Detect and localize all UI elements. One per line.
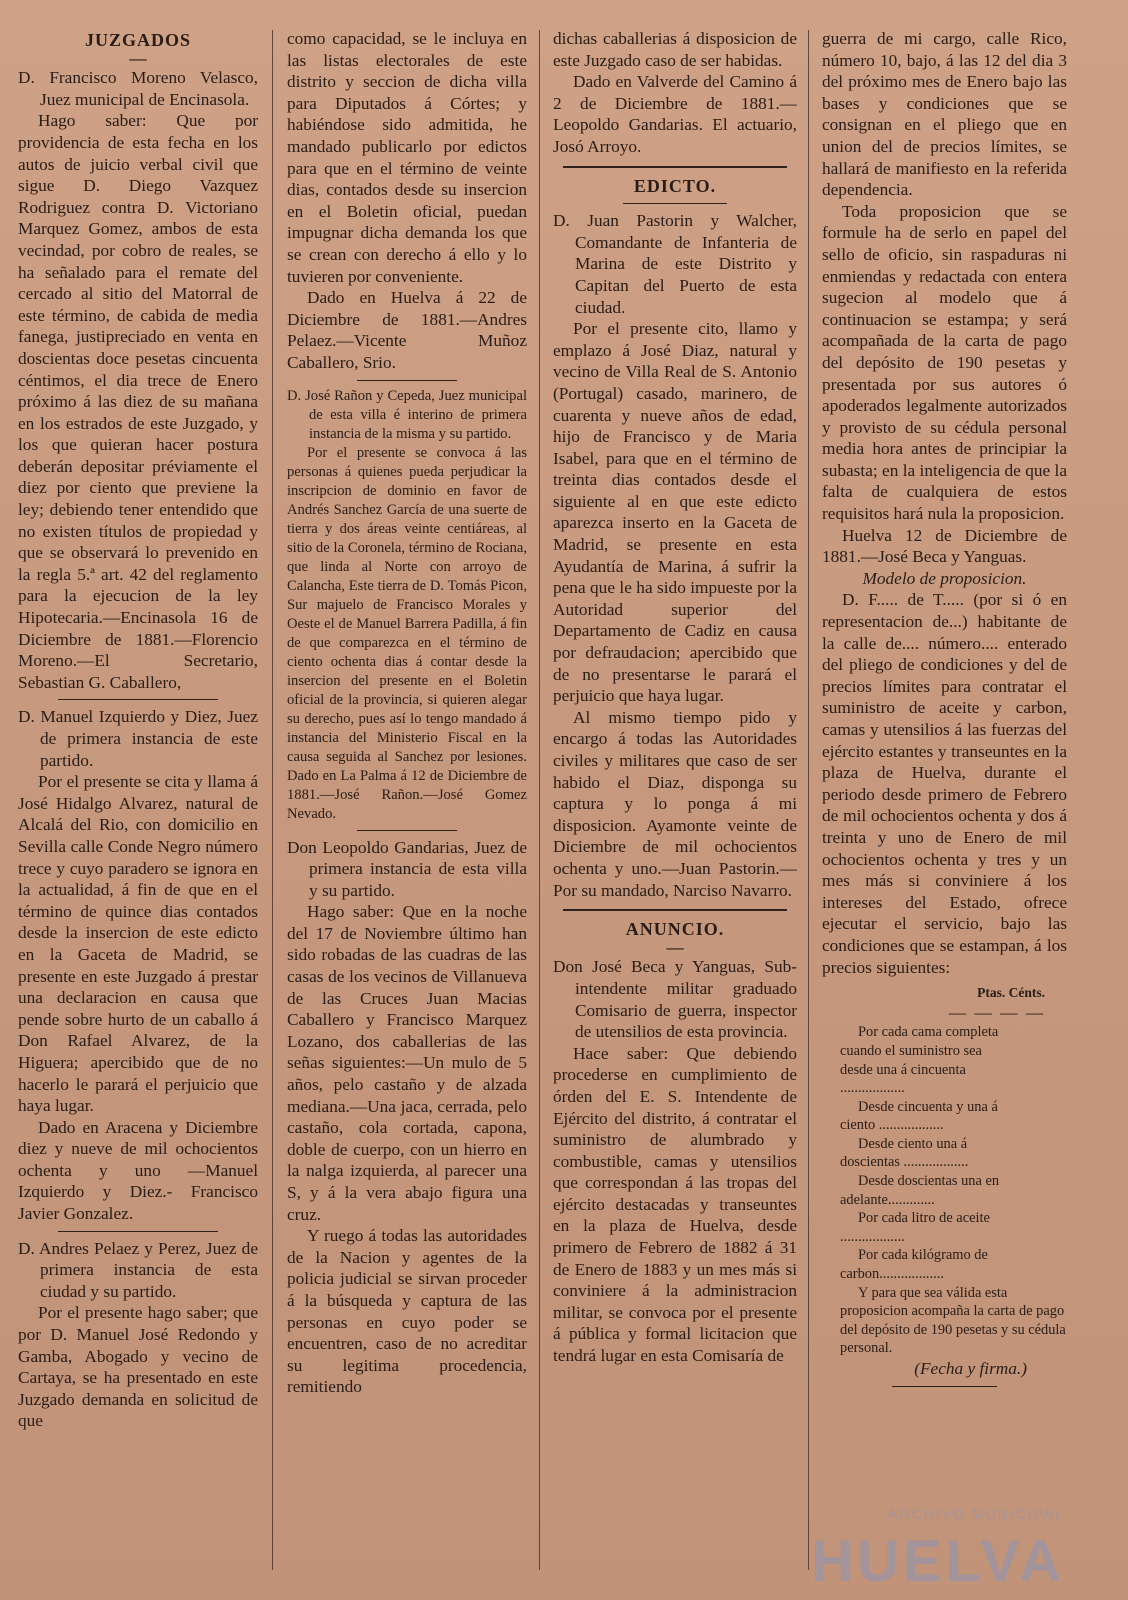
archive-watermark [745, 1500, 1075, 1595]
price-item: Desde doscientas una en adelante............. [840, 1173, 1000, 1208]
edict-intro: D. Manuel Izquierdo y Diez, Juez de primera instancia de este partido. [18, 707, 258, 770]
separator [357, 380, 457, 381]
edict-body: Al mismo tiempo pido y encargo á todas las Autoridades civiles y militares que caso de ser habido el Diaz, disponga su captura y lo ponga á mi disposicion. Ayamonte veinte de Diciembre de mil ochocientos ochenta y uno.—Juan Pastorin.—Por su mandado, Narciso Navarro. [553, 707, 797, 900]
heading-dash: — [666, 937, 684, 957]
watermark-label: ARCHIVO MUNICIPAL [888, 1506, 1065, 1522]
edict-body: Hace saber: Que debiendo procederse en cumplimiento de órden del E. S. Intendente de Ejército del distrito, á contratar el suministro de alumbrado y combustible, camas y utensilios que correspondan á las tropas del ejército destacadas y transeuntes en la plaza de Huelva, desde primero de Febrero de 1882 á 31 de Enero de 1883 y un mes más si conviniere á la administracion militar, se convoca por el presente á pública y formal licitacion que tendrá lugar en esta Comisaría de [553, 1043, 797, 1366]
edict-body: Hago saber: Que por providencia de esta fecha en los autos de juicio verbal civil que sigue D. Diego Vazquez Rodriguez contra D. Victoriano Marquez Gomez, ambos de esta vecindad, por cobro de reales, se ha señalado para el remate del cercado al sitio del Matorral de este término, de cabida de media fanega, justipreciado en venta en doscientas doce pesetas cincuenta céntimos, el dia trece de Enero próximo á las diez de su mañana en los estrados de este Juzgado, y los que quieran hacer postura deberán depositar préviamente el diez por ciento que previene la ley; debiendo tener entendido que no existen títulos de propiedad y que se observará lo prevenido en la regla 5.ª art. 42 del reglamento para la ejecucion de la ley Hipotecaria.—Encinasola 16 de Diciembre de 1881.—Florencio Moreno.—El Secretario, Sebastian G. Caballero, [18, 111, 258, 692]
closing-note: Y para que sea válida esta proposicion acompaña la carta de pago del depósito de 190 pesetas y su cédula personal. [840, 1284, 1066, 1357]
separator [357, 830, 457, 831]
column-2 [287, 28, 527, 1593]
model-body: D. F..... de T..... (por si ó en representacion de...) habitante de la calle de.... número.... enterado del pliego de condiciones y del de precios límites para contratar el suministro de aceite y carbon, camas y utensilios á las fuerzas del ejército estantes y transeuntes en la plaza de Huelva, durante el periodo desde primero de Febrero de mil ochocientos ochenta y dos á treinta y uno de Enero de mil ochocientos ochenta y tres y un mes más si conviniere á los intereses del Estado, ofrece ejecutar el servicio, bajo las condiciones que se estampan, á los precios siguientes: [822, 590, 1067, 977]
edicto-heading: EDICTO. [633, 175, 717, 196]
anuncio-heading: ANUNCIO. [625, 919, 725, 940]
column-1 [18, 28, 258, 1593]
edict-body: Por el presente se convoca á las personas á quienes pueda perjudicar la inscripcion de dominio en favor de Andrés Sanchez García de una suerte de tierra y dos áreas veinte centiáreas, al sitio de la Coronela, término de Rociana, que linda al Norte con arroyo de Calancha, Este tierra de D. Tomás Picon, Sur majuelo de Francisco Morales y Oeste el de Manuel Barrera Padilla, á fin de que comparezca en el término de ciento ochenta dias á contar desde la insercion del presente en el Boletin oficial de la provincia, si quieren alegar su derecho, pues así lo tengo mandado á instancia del Ministerio Fiscal en la causa seguida al Sanchez por lesiones. Dado en La Palma á 12 de Diciembre de 1881.—José Rañon.—José Gomez Nevado. [287, 444, 527, 822]
edict-body: Por el presente cito, llamo y emplazo á José Diaz, natural y vecino de Villa Real de S. Antonio (Portugal) casado, marinero, de cuarenta y nueve años de edad, hijo de Francisco y de Maria Isabel, para que en el término de treinta dias contados desde el siguiente al en que este edicto aparezca inserto en la Gaceta de Madrid, se presente en esta Ayudantía de Marina, á sufrir la pena que le ha sido impueste por la Autoridad superior del Departamento de Cadiz en causa por defraudacion; apercibido que de no presentarse le parará el perjuicio que haya lugar. [553, 319, 797, 706]
edict-body: Hago saber: Que en la noche del 17 de Noviembre último han sido robadas de las cuadras de las casas de los vecinos de Villanueva de las Cruces Juan Macias Caballero y Francisco Marquez Lozano, dos caballerias de las señas siguientes:—Un mulo de 5 años, pelo castaño y de alzada mediana.—Una jaca, cerrada, pelo castaño, cola cortada, capona, doble de cuerpo, con un hierro en la nalga izquierda, al parecer una S, y á la vera abajo figura una cruz. [287, 902, 527, 1224]
edict-signature: Dado en Valverde del Camino á 2 de Diciembre de 1881.—Leopoldo Gandarias. El actuario, Josó Arroyo. [553, 72, 797, 156]
price-header: Ptas. Cénts. [977, 985, 1045, 1001]
edict-body: Y ruego á todas las autoridades de la Nacion y agentes de la policia judicial se sirvan proceder á la búsqueda y captura de las personas en cuyo poder se encuentren, caso de no acreditar su legitima procedencia, remitiendo [287, 1226, 527, 1397]
edict-signature: Huelva 12 de Diciembre de 1881.—José Beca y Yanguas. [822, 525, 1067, 567]
separator [623, 203, 727, 204]
edict-intro: D. Francisco Moreno Velasco, Juez municipal de Encinasola. [18, 68, 258, 109]
column-rule [808, 30, 809, 1570]
edict-body: Toda proposicion que se formule ha de serlo en papel del sello de oficio, sin raspaduras ni enmiendas y redactada con entera sugecion al modelo que á continuacion se estampa; y será acompañada de la carta de pago del depósito de 190 pesetas y presentada por sus autores ó apoderados legalmente autorizados y provisto de su cédula personal media hora antes de principiar la subasta; en la inteligencia de que la falta de cualquiera de estos requisitos hará nula la proposicion. [822, 201, 1067, 524]
edict-signature: Dado en Huelva á 22 de Diciembre de 1881.—Andres Pelaez.—Vicente Muñoz Caballero, Srio. [287, 288, 527, 372]
column-rule [272, 30, 273, 1570]
separator [58, 699, 218, 700]
model-heading: Modelo de proposicion. [862, 568, 1027, 588]
edict-intro: D. Juan Pastorin y Walcher, Comandante de Infanteria de Marina de este Distrito y Capitan del Puerto de esta ciudad. [553, 211, 797, 317]
edict-intro: Don José Beca y Yanguas, Sub-intendente militar graduado Comisario de guerra, inspector de utensilios de esta provincia. [553, 957, 797, 1042]
edict-body: guerra de mi cargo, calle Rico, número 10, bajo, á las 12 del dia 3 del próximo mes de Enero bajo las bases y condiciones que se consignan en el pliego que en union del de precios límites, se hallará de manifiesto en la referida dependencia. [822, 29, 1067, 200]
section-heading: JUZGADOS [84, 30, 191, 50]
heading-dash: — [129, 48, 147, 68]
watermark-word: HUELVA [811, 1529, 1065, 1594]
separator [892, 1386, 997, 1387]
price-item: Por cada kilógramo de carbon.................. [840, 1247, 988, 1283]
edict-intro: D. José Rañon y Cepeda, Juez municipal de esta villa é interino de primera instancia de la misma y su partido. [287, 387, 527, 442]
price-item: Desde cincuenta y una á ciento .................. [840, 1098, 998, 1134]
price-item: Por cada litro de aceite .................. [840, 1210, 990, 1245]
column-3 [553, 28, 797, 1593]
edict-intro: D. Andres Pelaez y Perez, Juez de primera instancia de esta ciudad y su partido. [18, 1238, 258, 1301]
column-rule [539, 30, 540, 1570]
edict-signature: Dado en Aracena y Diciembre diez y nueve de mil ochocientos ochenta y uno —Manuel Izquierdo y Diez.- Francisco Javier Gonzalez. [18, 1117, 258, 1224]
edict-intro: Don Leopoldo Gandarias, Juez de primera instancia de esta villa y su partido. [287, 837, 527, 900]
price-item: Por cada cama completa cuando el suministro sea desde una á cincuenta .................. [840, 1024, 999, 1097]
separator [58, 1231, 218, 1232]
separator [563, 909, 787, 911]
edict-body: Por el presente hago saber; que por D. Manuel José Redondo y Gamba, Abogado y vecino de Cartaya, se ha presentado en este Juzgado demanda en solicitud de que [18, 1303, 258, 1431]
price-dashes: — — — — [948, 1002, 1045, 1022]
date-signature: (Fecha y firma.) [914, 1359, 1027, 1378]
edict-body: Por el presente se cita y llama á José Hidalgo Alvarez, natural de Alcalá del Rio, con domicilio en Sevilla calle Conde Negro número trece y cuyo paradero se ignora en la actualidad, á fin de que en el término de quince dias contados desde la insercion de este edicto en la Gaceta de Madrid, se presente en este Juzgado á prestar una declaracion en causa que pende sobre hurto de un caballo á Don Rafael Alvarez, de la Higuera; apercibido que de no hacerlo le parará el perjuicio que haya lugar. [18, 772, 258, 1116]
edict-body: dichas caballerias á disposicion de este Juzgado caso de ser habidas. [553, 29, 797, 70]
column-4 [822, 28, 1067, 1593]
separator [563, 166, 787, 168]
edict-body: como capacidad, se le incluya en las listas electorales de este distrito y seccion de dicha villa para Diputados á Córtes; y habiéndose sido admitida, he mandado publicarlo por edictos para que en el término de veinte dias, contados desde su insercion en el Boletin oficial, puedan impugnar dicha demanda los que se crean con derecho á ello y lo tuvieren por conveniente. [287, 29, 527, 286]
price-item: Desde ciento una á doscientas .................. [840, 1135, 969, 1171]
